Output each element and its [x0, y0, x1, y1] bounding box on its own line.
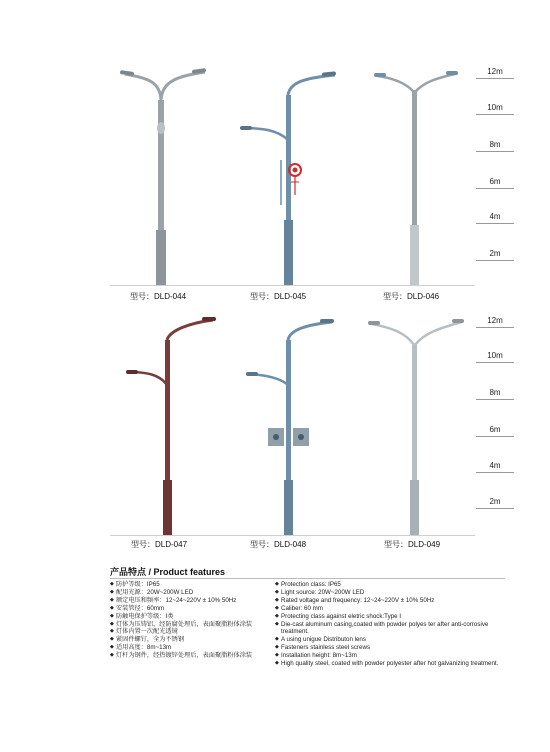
pole-dld-044: [120, 68, 206, 285]
pole-dld-046: [374, 71, 458, 285]
feature-item-en: ◆ A using unigue Distributon lens: [275, 636, 510, 644]
feature-item-en: ◆ Die-cast aluminum casing,coated with powder polyes ter after anti-corrosive treatment.: [275, 621, 510, 637]
scale-tick: 8m: [470, 388, 520, 397]
scale-tick: 10m: [470, 103, 520, 112]
scale-tick: 12m: [470, 316, 520, 325]
feature-item-cn: ◆ 适用高度：8m~13m: [110, 644, 268, 652]
pole-dld-047: [126, 317, 216, 535]
model-label-dld-044: 型号：DLD-044: [130, 292, 187, 301]
pole-dld-048: [246, 319, 334, 535]
pole-dld-049: [368, 319, 464, 535]
features-list-cn: [110, 581, 268, 660]
feature-item-cn: ◆ 防触电保护等级：Ⅰ类: [110, 613, 268, 621]
scale-tick: 4m: [470, 461, 520, 470]
feature-item-cn: ◆ 安装管径：60mm: [110, 605, 268, 613]
model-label-dld-049: 型号：DLD-049: [384, 540, 441, 549]
feature-item-cn: ◆ 灯体内置一次配光透镜: [110, 628, 268, 636]
model-label-dld-046: 型号：DLD-046: [383, 292, 440, 301]
scale-tick: 2m: [470, 249, 520, 258]
feature-item-en: ◆ Fasteners stainless steel screws: [275, 644, 510, 652]
scale-tick: 10m: [470, 351, 520, 360]
scale-tick: 12m: [470, 67, 520, 76]
pole-dld-045: [240, 71, 336, 285]
scale-tick: 6m: [470, 177, 520, 186]
feature-item-en: ◆ High quality steel, coated with powder polyester after hot galvanizing treatment.: [275, 660, 510, 668]
features-list-en: [275, 581, 510, 668]
model-label-dld-048: 型号：DLD-048: [250, 540, 307, 549]
features-title: 产品特点 / Product features: [110, 567, 226, 577]
feature-item-cn: ◆ 配用光源：20W~200W LED: [110, 589, 268, 597]
feature-item-cn: ◆ 紧固件螺钉，全为不锈钢: [110, 636, 268, 644]
ground-line-top: [110, 285, 475, 286]
ground-line-bottom: [110, 535, 475, 536]
feature-item-cn: ◆ 灯杆为钢件，经热镀锌处理后，表面聚脂粉体涂装: [110, 652, 268, 660]
feature-item-en: ◆ Protection class: IP65: [275, 581, 510, 589]
model-label-dld-047: 型号：DLD-047: [131, 540, 188, 549]
feature-item-en: ◆ Installation height: 8m~13m: [275, 652, 510, 660]
model-label-dld-045: 型号：DLD-045: [250, 292, 307, 301]
feature-item-en: ◆ Protecting class against eletric shock:Type Ⅰ: [275, 613, 510, 621]
scale-tick: 2m: [470, 497, 520, 506]
feature-item-cn: ◆ 防护等级：IP65: [110, 581, 268, 589]
feature-item-en: ◆ Light source: 20W~200W LED: [275, 589, 510, 597]
features-divider: [110, 578, 505, 579]
feature-item-cn: ◆ 灯体为压铸铝，经防腐处理后，表面聚脂粉体涂装: [110, 621, 268, 629]
feature-item-cn: ◆ 额定电压和频率：12~24~220V ± 10% 50Hz: [110, 597, 268, 605]
scale-tick: 4m: [470, 212, 520, 221]
scale-tick: 8m: [470, 140, 520, 149]
scale-tick: 6m: [470, 425, 520, 434]
feature-item-en: ◆ Caliber: 60 mm: [275, 605, 510, 613]
feature-item-en: ◆ Rated voltage and frequency: 12~24~220V ± 10% 50Hz: [275, 597, 510, 605]
